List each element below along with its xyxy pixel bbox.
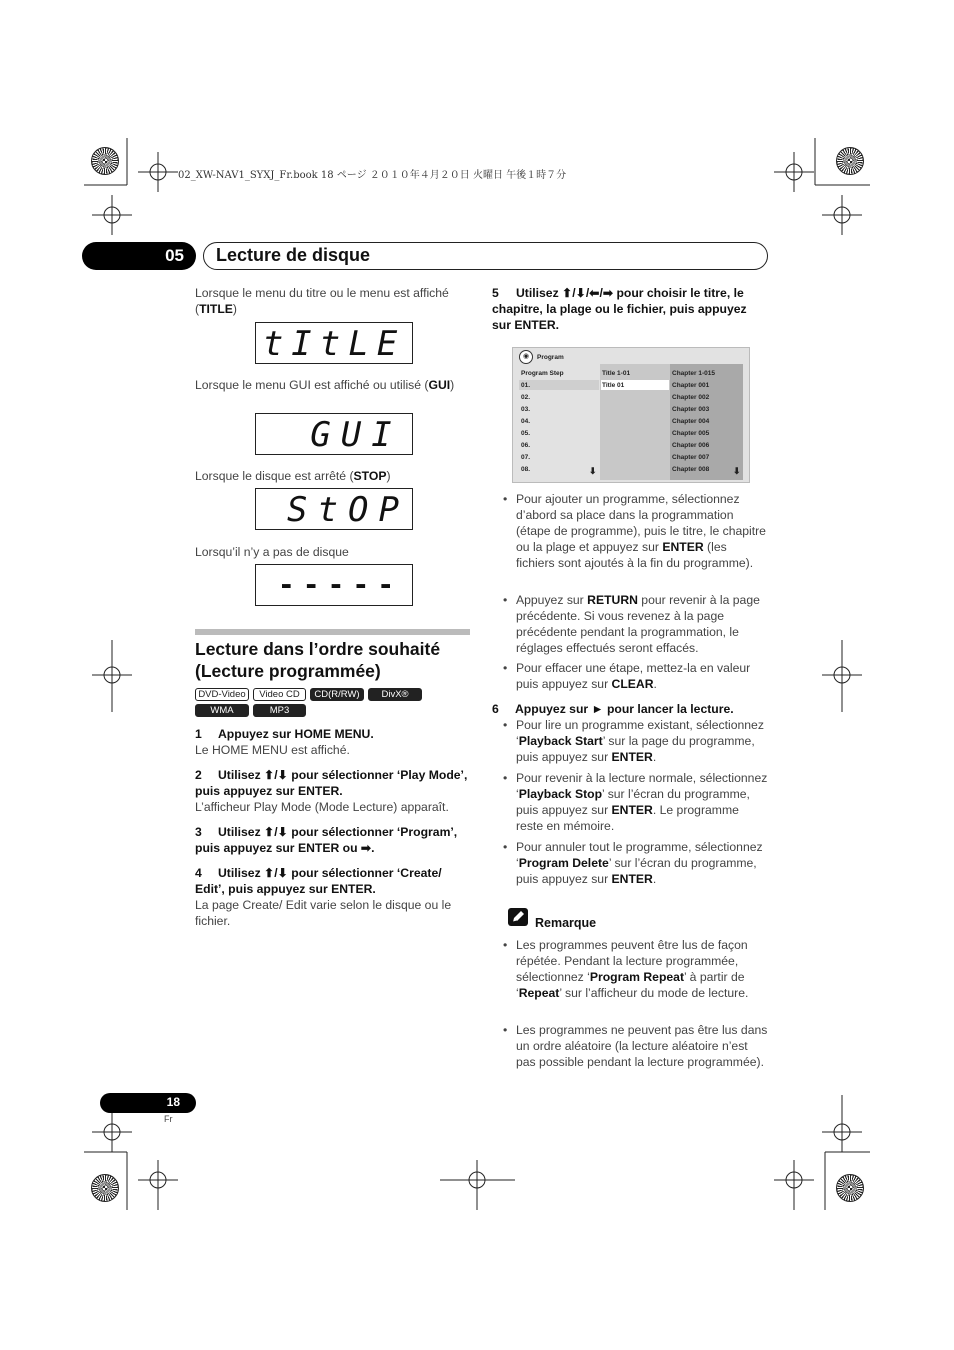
step-6-instruction: Appuyez sur ► pour lancer la lecture. (515, 702, 734, 716)
list-item: • Pour lire un programme existant, sélectionnez ‘Playback Start’ sur la page du programme, puis appuyez sur ENTER. (516, 717, 768, 765)
chapter-row[interactable]: Chapter 001 (672, 382, 710, 389)
chapter-row[interactable]: Chapter 006 (672, 442, 710, 449)
chapter-row[interactable]: Chapter 004 (672, 418, 710, 425)
program-step-row[interactable]: 05. (521, 430, 531, 437)
step-2-number: 2 (195, 768, 202, 782)
step-1-number: 1 (195, 727, 202, 741)
step-highlight (519, 380, 599, 390)
program-screen (512, 347, 750, 483)
step-4-description: La page Create/ Edit varie selon le disque ou le fichier. (195, 898, 452, 928)
display-caption-title: Lorsque le menu du titre ou le menu est affiché (TITLE) (195, 286, 449, 316)
chapter-row[interactable]: Chapter 002 (672, 394, 710, 401)
col-header-chapter: Chapter 1-015 (672, 370, 715, 377)
list-item: • Appuyez sur RETURN pour revenir à la page précédente. Si vous revenez à la page précédente pendant la programmation, le réglages effectués seront effacés. (516, 592, 768, 656)
lcd-display-gui (255, 413, 413, 455)
lcd-display-stop (255, 488, 413, 530)
list-item: • Les programmes peuvent être lus de façon répétée. Pendant la lecture programmée, sélectionnez ‘Program Repeat’ à partir de ‘Repeat’ sur l’afficheur du mode de lecture. (516, 937, 768, 1001)
col-header-program-step: Program Step (521, 370, 564, 377)
program-step-row[interactable]: 04. (521, 418, 531, 425)
scroll-down-arrow-icon[interactable]: ⬇ (733, 466, 741, 476)
step-4-instruction: Utilisez ⬆/⬇ pour sélectionner ‘Create/ Edit’, puis appuyez sur ENTER. (195, 866, 442, 896)
screen-title: Program (537, 354, 564, 361)
pencil-note-icon (508, 908, 528, 926)
step-3-instruction: Utilisez ⬆/⬇ pour sélectionner ‘Program’, puis appuyez sur ENTER ou ➡. (195, 825, 458, 855)
section-divider (195, 629, 470, 635)
program-step-row[interactable]: 01. (521, 382, 531, 389)
list-item: • Les programmes ne peuvent pas être lus dans un ordre aléatoire (la lecture aléatoire n’est pas possible pendant la lecture programmée). (516, 1022, 768, 1070)
chapter-row[interactable]: Chapter 008 (672, 466, 710, 473)
program-step-row[interactable]: 06. (521, 442, 531, 449)
chapter-row[interactable]: Chapter 007 (672, 454, 710, 461)
print-metadata: 02_XW-NAV1_SYXJ_Fr.book 18 ページ ２０１０年４月２０日 火曜日 午後１時７分 (178, 170, 567, 181)
lcd-display-title (255, 322, 413, 364)
program-step-row[interactable]: 07. (521, 454, 531, 461)
disc-tag-wma: WMA (195, 704, 249, 717)
language-code: Fr (164, 1114, 173, 1124)
title-row[interactable]: Title 01 (602, 382, 625, 389)
display-caption-nodisc: Lorsqu’il n’y a pas de disque (195, 545, 349, 559)
chapter-number-badge: 05 (82, 242, 196, 270)
col-header-title: Title 1-01 (602, 370, 631, 377)
chapter-title-bar: Lecture de disque (203, 242, 768, 270)
program-step-row[interactable]: 03. (521, 406, 531, 413)
step-2-description: L’afficheur Play Mode (Mode Lecture) apparaît. (195, 800, 449, 814)
disc-tag-mp3: MP3 (253, 704, 306, 717)
step-1-instruction: Appuyez sur HOME MENU. (218, 727, 374, 741)
step-4-number: 4 (195, 866, 202, 880)
list-item: • Pour annuler tout le programme, sélectionnez ‘Program Delete’ sur l’écran du programme, puis appuyez sur ENTER. (516, 839, 768, 887)
svg-text:StOP: StOP (287, 490, 409, 529)
svg-text:tItLE: tItLE (262, 324, 406, 363)
program-step-row[interactable]: 08. (521, 466, 531, 473)
disc-tag-divx: DivX® (368, 688, 422, 701)
chapter-row[interactable]: Chapter 005 (672, 430, 710, 437)
step-3-number: 3 (195, 825, 202, 839)
crosshair-icon (138, 152, 178, 192)
display-caption-stop: Lorsque le disque est arrêté (STOP) (195, 469, 391, 483)
step-1-description: Le HOME MENU est affiché. (195, 743, 350, 757)
step-5-instruction: Utilisez ⬆/⬇/⬅/➡ pour choisir le titre, le chapitre, la plage ou le fichier, puis appuyez sur ENTER. (492, 286, 747, 332)
list-item: • Pour revenir à la lecture normale, sélectionnez ‘Playback Stop’ sur l’écran du programme, puis appuyez sur ENTER. Le programme reste en mémoire. (516, 770, 768, 834)
svg-text:GUI: GUI (310, 415, 402, 454)
list-item: • Pour ajouter un programme, sélectionnez d’abord sa place dans la programmation (étape de programme), puis le titre, le chapitre ou la plage et appuyez sur ENTER (les fichiers sont ajoutés à la fin du programme). (516, 491, 768, 571)
disc-tag-dvd-video: DVD-Video (195, 688, 249, 701)
program-step-row[interactable]: 02. (521, 394, 531, 401)
section-title: Lecture dans l’ordre souhaité (Lecture programmée) (195, 639, 441, 681)
lcd-display-nodisc (255, 564, 413, 606)
step-5-number: 5 (492, 286, 499, 300)
disc-icon: ◉ (519, 350, 533, 364)
chapter-row[interactable]: Chapter 003 (672, 406, 710, 413)
step-2-instruction: Utilisez ⬆/⬇ pour sélectionner ‘Play Mode’, puis appuyez sur ENTER. (195, 768, 468, 798)
disc-tag-video-cd: Video CD (253, 688, 306, 701)
disc-tag-cd-rrw: CD(R/RW) (310, 688, 364, 701)
list-item: • Pour effacer une étape, mettez-la en valeur puis appuyez sur CLEAR. (516, 660, 768, 692)
page-number-badge: 18 (100, 1093, 196, 1113)
note-title: Remarque (535, 916, 597, 930)
step-6-number: 6 (492, 702, 499, 716)
display-caption-gui: Lorsque le menu GUI est affiché ou utilisé (GUI) (195, 378, 455, 392)
scroll-down-arrow-icon[interactable]: ⬇ (589, 466, 597, 476)
svg-text:-----: ----- (277, 568, 403, 601)
